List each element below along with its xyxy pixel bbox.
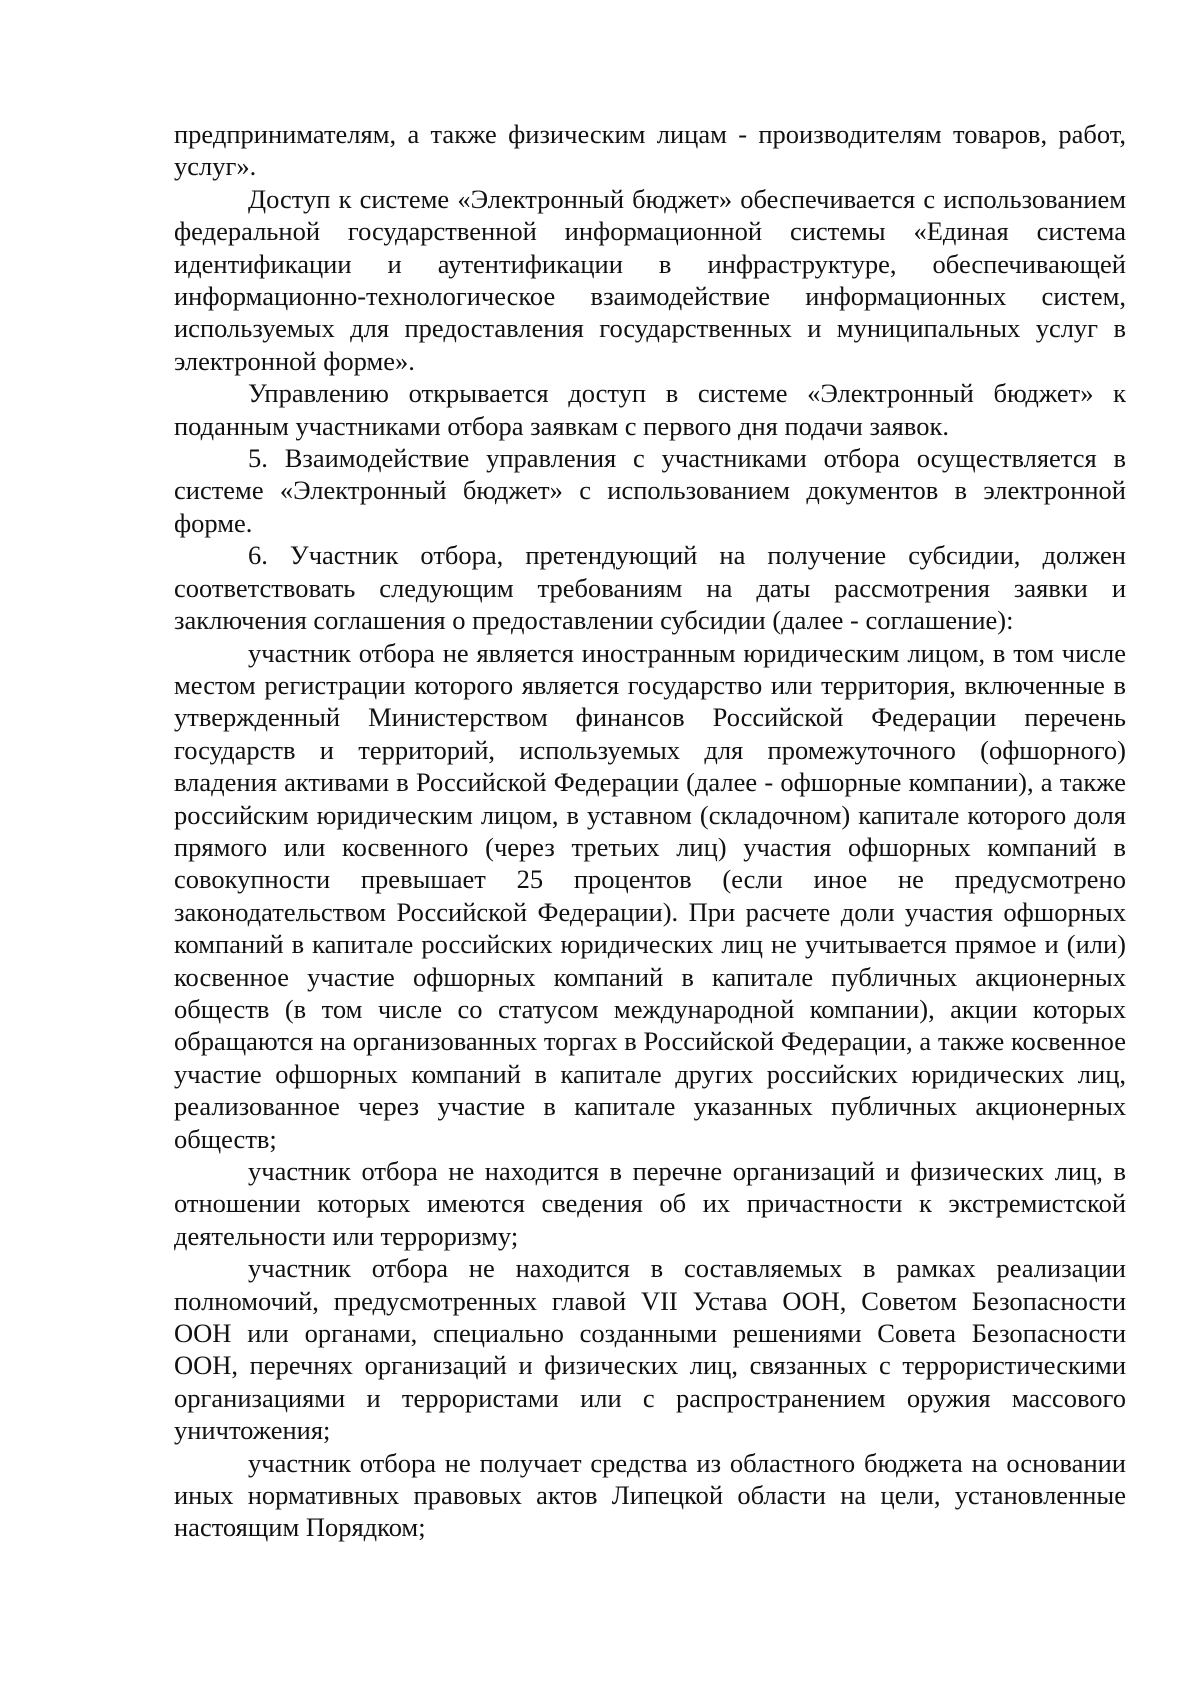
document-body [174, 118, 1126, 1544]
paragraph-item-6: 6. Участник отбора, претендующий на получение субсидии, должен соответствовать следующим требованиям на даты рассмотрения заявки и заключения соглашения о предоставлении субсидии (далее - соглашение): [174, 540, 1126, 636]
paragraph-regional-budget-requirement: участник отбора не получает средства из областного бюджета на основании иных нормативных правовых актов Липецкой области на цели, установленные настоящим Порядком; [174, 1447, 1126, 1543]
paragraph-department-access: Управлению открывается доступ в системе «Электронный бюджет» к поданным участниками отбора заявкам с первого дня подачи заявок. [174, 378, 1126, 441]
paragraph-electronic-budget-access: Доступ к системе «Электронный бюджет» обеспечивается с использованием федеральной государственной информационной системы «Единая система идентификации и аутентификации в инфраструктуре, обеспечивающей информационно-технологическое взаимодействие информационных систем, используемых для предоставления государственных и муниципальных услуг в электронной форме». [174, 183, 1126, 376]
paragraph-offshore-requirement: участник отбора не является иностранным юридическим лицом, в том числе местом регистрации которого является государство или территория, включенные в утвержденный Министерством финансов Российской Федерации перечень государств и территорий, используемых для промежуточного (офшорного) владения активами в Российской Федерации (далее - офшорные компании), а также российским юридическим лицом, в уставном (складочном) капитале которого доля прямого или косвенного (через третьих лиц) участия офшорных компаний в совокупности превышает 25 процентов (если иное не предусмотрено законодательством Российской Федерации). При расчете доли участия офшорных компаний в капитале российских юридических лиц не учитывается прямое и (или) косвенное участие офшорных компаний в капитале публичных акционерных обществ (в том числе со статусом международной компании), акции которых обращаются на организованных торгах в Российской Федерации, а также косвенное участие офшорных компаний в капитале других российских юридических лиц, реализованное через участие в капитале указанных публичных акционерных обществ; [174, 637, 1126, 1154]
paragraph-un-sanctions-requirement: участник отбора не находится в составляемых в рамках реализации полномочий, предусмотренных главой VII Устава ООН, Советом Безопасности ООН или органами, специально созданными решениями Совета Безопасности ООН, перечнях организаций и физических лиц, связанных с террористическими организациями и террористами или с распространением оружия массового уничтожения; [174, 1253, 1126, 1446]
paragraph-continuation: предпринимателям, а также физическим лицам - производителям товаров, работ, услуг». [174, 119, 1126, 182]
paragraph-extremism-requirement: участник отбора не находится в перечне организаций и физических лиц, в отношении которых имеются сведения об их причастности к экстремистской деятельности или терроризму; [174, 1156, 1126, 1251]
paragraph-item-5: 5. Взаимодействие управления с участниками отбора осуществляется в системе «Электронный бюджет» с использованием документов в электронной форме. [174, 443, 1126, 538]
